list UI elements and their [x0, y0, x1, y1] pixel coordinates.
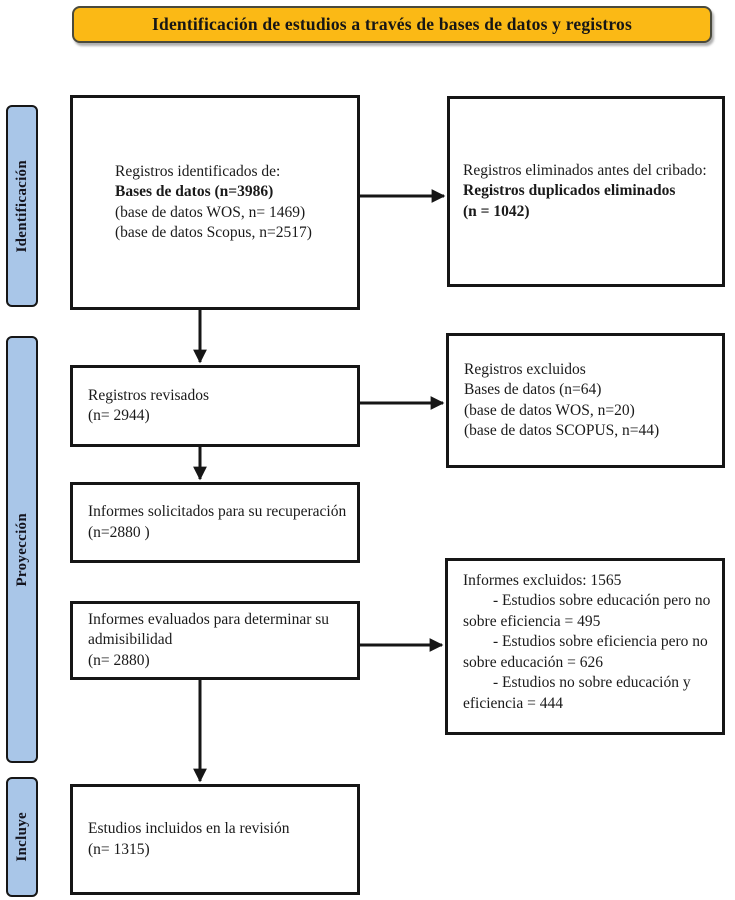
records-identified-total: Bases de datos (n=3986): [115, 183, 274, 201]
reports-excluded-item-3: - Estudios no sobre educación y eficiencia = 444: [463, 674, 691, 712]
box-records-identified: [70, 95, 360, 310]
box-studies-included: [70, 784, 360, 895]
box-records-screened: [70, 365, 360, 447]
reports-assessed-count: (n= 2880): [88, 651, 150, 669]
stage-label-included-text: Incluye: [13, 812, 30, 862]
stage-label-identification: [6, 105, 38, 307]
records-excluded-total: Bases de datos (n=64): [464, 381, 602, 399]
studies-included-count: (n= 1315): [88, 840, 150, 858]
reports-sought-label: Informes solicitados para su recuperación: [88, 503, 347, 521]
records-excluded-wos: (base de datos WOS, n=20): [464, 401, 635, 419]
records-excluded-label: Registros excluidos: [464, 360, 586, 378]
reports-excluded-item-1: - Estudios sobre educación pero no sobre eficiencia = 495: [463, 592, 711, 630]
records-excluded-scopus: (base de datos SCOPUS, n=44): [464, 421, 660, 439]
records-screened-label: Registros revisados: [88, 386, 209, 404]
reports-assessed-label: Informes evaluados para determinar su admisibilidad: [88, 610, 330, 649]
records-removed-duplicates: Registros duplicados eliminados: [463, 182, 676, 200]
stage-label-screening-text: Proyección: [13, 512, 30, 587]
records-identified-intro: Registros identificados de:: [115, 162, 281, 180]
reports-excluded-header: Informes excluidos: 1565: [463, 572, 622, 589]
stage-label-included: [6, 777, 38, 897]
stage-label-screening: [6, 336, 38, 763]
records-removed-count: (n = 1042): [463, 202, 530, 220]
studies-included-label: Estudios incluidos en la revisión: [88, 820, 290, 838]
box-records-removed-before-screening: [447, 96, 725, 287]
records-identified-wos: (base de datos WOS, n= 1469): [115, 203, 306, 221]
stage-label-identification-text: Identificación: [13, 159, 30, 253]
banner-title-box: [72, 6, 712, 43]
box-reports-sought: [70, 482, 360, 563]
reports-sought-count: (n=2880 ): [88, 523, 150, 541]
banner-title: Identificación de estudios a través de bases de datos y registros: [152, 14, 632, 34]
records-removed-intro: Registros eliminados antes del cribado:: [463, 161, 707, 179]
box-reports-assessed: [70, 601, 360, 680]
records-screened-count: (n= 2944): [88, 407, 150, 424]
box-records-excluded: [446, 333, 725, 468]
reports-excluded-item-2: - Estudios sobre eficiencia pero no sobre educación = 626: [463, 633, 708, 671]
box-reports-excluded: [445, 558, 725, 735]
records-identified-scopus: (base de datos Scopus, n=2517): [115, 223, 312, 241]
